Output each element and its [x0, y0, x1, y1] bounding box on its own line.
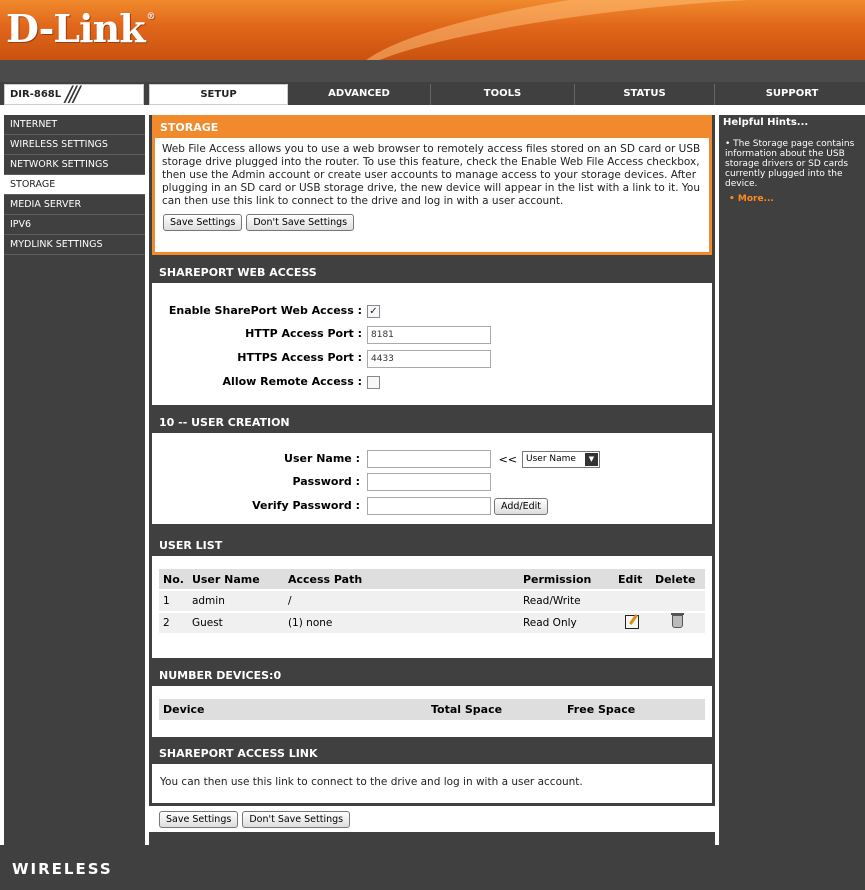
col-permission: Permission	[519, 569, 614, 591]
button-row	[155, 208, 709, 231]
table-row	[159, 591, 705, 613]
cell-user: Guest	[188, 613, 284, 635]
devices-table	[159, 699, 705, 720]
https-port-label: HTTPS Access Port :	[237, 351, 362, 364]
dont-save-settings-button[interactable]: Don't Save Settings	[246, 214, 354, 231]
username-input[interactable]	[367, 450, 491, 468]
cell-path: (1) none	[284, 613, 519, 635]
col-total-space: Total Space	[427, 699, 563, 720]
dont-save-settings-button[interactable]: Don't Save Settings	[242, 811, 350, 828]
number-devices-section	[152, 665, 712, 737]
allow-remote-access-checkbox[interactable]	[367, 376, 380, 389]
user-creation-section	[152, 412, 712, 524]
cell-permission: Read Only	[519, 613, 614, 635]
edit-icon[interactable]	[625, 615, 639, 629]
cell-no: 2	[159, 613, 188, 635]
storage-description: Web File Access allows you to use a web browser to remotely access files stored on an SD card or USB storage drive plugged into the router. To use this feature, check the Enable Web File Access checkbox, then use the Admin account or create user accounts to manage access to your storage devices. After plugging in an SD card or USB storage drive, the new device will appear in the list with a link to it. You can then use this link to connect to the drive and log in with a user account.	[162, 143, 701, 207]
col-edit: Edit	[614, 569, 651, 591]
cell-user: admin	[188, 591, 284, 613]
section-title: NUMBER DEVICES:0	[152, 665, 712, 686]
sidebar-item-internet[interactable]: INTERNET	[4, 115, 145, 135]
hint-text: • The Storage page contains information about the USB storage drivers or SD cards currently plugged into the device.	[725, 139, 855, 189]
sidebar-item-storage[interactable]: STORAGE	[4, 175, 145, 195]
http-port-input[interactable]: 8181	[367, 326, 491, 344]
table-row	[159, 613, 705, 635]
cell-edit	[614, 613, 651, 635]
username-select-value: User Name	[526, 454, 576, 464]
verify-password-label: Verify Password :	[252, 499, 360, 512]
tab-setup[interactable]: SETUP	[149, 84, 288, 105]
sidebar-item-ipv6[interactable]: IPV6	[4, 215, 145, 235]
cell-permission: Read/Write	[519, 591, 614, 613]
col-free-space: Free Space	[563, 699, 705, 720]
table-header-row	[159, 569, 705, 591]
section-title: SHAREPORT WEB ACCESS	[152, 262, 712, 283]
tab-status[interactable]: STATUS	[575, 84, 715, 105]
section-title: 10 -- USER CREATION	[152, 412, 712, 433]
cell-edit	[614, 591, 651, 613]
username-select[interactable]	[522, 451, 600, 468]
col-user-name: User Name	[188, 569, 284, 591]
cell-delete	[651, 591, 705, 613]
user-list-table	[159, 569, 705, 635]
password-input[interactable]	[367, 473, 491, 491]
hints-title: Helpful Hints...	[723, 117, 809, 128]
header-banner	[0, 0, 865, 60]
bottom-button-row	[149, 806, 715, 832]
add-edit-button[interactable]: Add/Edit	[494, 498, 548, 515]
header-swoosh	[345, 0, 865, 60]
save-settings-button[interactable]: Save Settings	[159, 811, 238, 828]
col-access-path: Access Path	[284, 569, 519, 591]
main-content	[149, 115, 715, 845]
top-band	[0, 60, 865, 82]
http-port-label: HTTP Access Port :	[245, 327, 362, 340]
shareport-access-link-section	[152, 743, 712, 803]
slashes-decoration: ///	[65, 82, 78, 106]
col-no: No.	[159, 569, 188, 591]
https-port-input[interactable]: 4433	[367, 350, 491, 368]
dlink-logo: D-Link ®	[6, 6, 155, 51]
enable-shareport-label: Enable SharePort Web Access :	[168, 304, 362, 317]
model-label: DIR-868L ///	[4, 84, 144, 105]
footer	[0, 845, 865, 890]
cell-no: 1	[159, 591, 188, 613]
left-sidebar	[4, 115, 145, 845]
verify-password-input[interactable]	[367, 497, 491, 515]
storage-section	[152, 115, 712, 255]
tab-tools[interactable]: TOOLS	[431, 84, 575, 105]
section-title: USER LIST	[152, 535, 712, 556]
section-title: SHAREPORT ACCESS LINK	[152, 743, 712, 764]
tab-advanced[interactable]: ADVANCED	[288, 84, 431, 105]
wireless-footer-logo: WIRELESS	[12, 860, 113, 878]
arrows-text: <<	[498, 453, 517, 466]
allow-remote-access-label: Allow Remote Access :	[222, 375, 362, 388]
save-settings-button[interactable]: Save Settings	[163, 214, 242, 231]
cell-delete	[651, 613, 705, 635]
username-label: User Name :	[284, 452, 360, 465]
col-device: Device	[159, 699, 427, 720]
sidebar-item-media-server[interactable]: MEDIA SERVER	[4, 195, 145, 215]
section-title: STORAGE	[155, 118, 709, 138]
sidebar-item-network-settings[interactable]: NETWORK SETTINGS	[4, 155, 145, 175]
shareport-web-access-section	[152, 262, 712, 405]
tab-support[interactable]: SUPPORT	[719, 84, 865, 105]
cell-path: /	[284, 591, 519, 613]
access-link-text: You can then use this link to connect to the drive and log in with a user account.	[160, 776, 583, 788]
chevron-down-icon: ▼	[585, 453, 598, 466]
table-header-row	[159, 699, 705, 720]
password-label: Password :	[292, 475, 360, 488]
trash-icon[interactable]	[672, 615, 683, 628]
enable-shareport-checkbox[interactable]: ✓	[367, 305, 380, 318]
col-delete: Delete	[651, 569, 705, 591]
user-list-section	[152, 535, 712, 658]
sidebar-item-wireless-settings[interactable]: WIRELESS SETTINGS	[4, 135, 145, 155]
nav-bar	[0, 82, 865, 105]
top-tabs	[149, 84, 715, 105]
sidebar-item-mydlink-settings[interactable]: MYDLINK SETTINGS	[4, 235, 145, 255]
hints-more-link[interactable]: • More...	[729, 194, 774, 204]
helpful-hints-panel	[719, 115, 865, 845]
